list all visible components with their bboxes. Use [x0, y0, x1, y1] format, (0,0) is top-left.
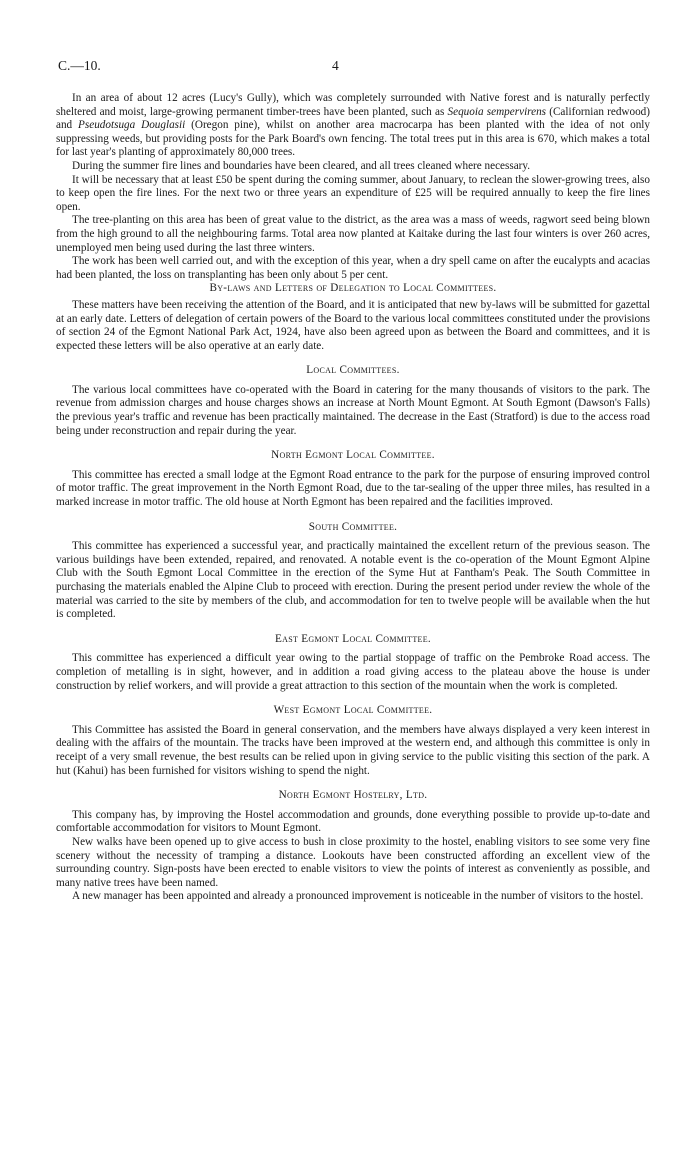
- section-heading: West Egmont Local Committee.: [273, 704, 433, 717]
- paragraph: [56, 652, 650, 693]
- paragraph: [56, 724, 650, 778]
- section-heading: Local Committees.: [306, 364, 400, 377]
- section-heading: North Egmont Local Committee.: [271, 449, 435, 462]
- paragraph: [56, 255, 650, 282]
- paragraph-text: This company has, by improving the Hostel accommodation and grounds, done everything possible to provide up-to-date and comfortable accommodation for visitors to Mount Egmont.: [56, 808, 650, 835]
- paragraph: [56, 809, 650, 836]
- paragraph-text: These matters have been receiving the attention of the Board, and it is anticipated that new by-laws will be submitted for gazettal at an early date. Letters of delegation of certain powers of the Board to the various local committees constituted under the provisions of section 24 of the Egmont National Park Act, 1924, have also been agreed upon as between the Board and committees, and it is expected these letters will be also operative at an early date.: [56, 298, 650, 352]
- species-name: Pseudotsuga Douglasii: [78, 119, 186, 132]
- paragraph-text: This committee has experienced a difficult year owing to the partial stoppage of traffic on the Pembroke Road access. The completion of metalling is in sight, however, and in addition a road giving access to the plateau above the house is under construction by relief workers, and will provide a great attraction to this section of the mountain when the work is completed.: [56, 652, 650, 692]
- paragraph-text: (Californian redwood) and: [56, 105, 651, 132]
- paragraph-text: During the summer fire lines and boundaries have been cleared, and all trees cleaned where necessary.: [72, 159, 531, 172]
- paragraph-text: (Oregon pine), whilst on another area macrocarpa has been planted with the idea of not only suppressing weeds, but providing posts for the Park Board's own fencing. The total trees put in this area is 670, which makes a total for last year's planting of approximately 80,000 trees.: [56, 119, 651, 159]
- page-number: 4: [332, 58, 339, 73]
- paragraph-text: This Committee has assisted the Board in general conservation, and the members have always displayed a very keen interest in dealing with the affairs of the mountain. The tracks have been improved at the western end, and although this committee is only in receipt of a very small revenue, the best results can be relied upon in giving service to the public visiting this section of the park. A hut (Kahui) has been furnished for visitors wishing to spend the night.: [56, 723, 650, 777]
- section-gap: [56, 438, 650, 446]
- section-heading: By-laws and Letters of Delegation to Local Committees.: [209, 282, 497, 295]
- paragraph-text: The various local committees have co-operated with the Board in catering for the many thousands of visitors to the park. The revenue from admission charges and house charges shows an increase at North Mount Egmont. At South Egmont (Dawson's Falls) the previous year's traffic and revenue has been practically maintained. The decrease in the East (Stratford) is due to the access road being under reconstruction and repair during the year.: [56, 383, 650, 437]
- section-gap: [56, 622, 650, 630]
- paragraph-text: A new manager has been appointed and already a pronounced improvement is noticeable in the number of visitors to the hostel.: [72, 890, 644, 903]
- paragraph: [56, 214, 650, 255]
- paragraph: [56, 299, 650, 353]
- paragraph: [56, 540, 650, 622]
- section-gap: [56, 510, 650, 518]
- running-header: [58, 59, 650, 75]
- paragraph-text: It will be necessary that at least £50 be spent during the coming summer, about January, to reclean the slower-growing trees, also to keep open the fire lines. For the next two or three years an expenditure of £25 will be required annually to keep the fire lines open.: [56, 173, 650, 213]
- paragraph: [56, 469, 650, 510]
- paragraph-text: The work has been well carried out, and with the exception of this year, when a dry spell came on after the eucalypts and acacias had been planted, the loss on transplanting has been only about 5 per cent.: [56, 255, 650, 281]
- paragraph: [56, 160, 650, 174]
- document-body: [56, 92, 650, 904]
- section-gap: [56, 778, 650, 786]
- section-gap: [56, 353, 650, 361]
- paragraph: [56, 836, 650, 890]
- paragraph-text: This committee has erected a small lodge at the Egmont Road entrance to the park for the purpose of ensuring improved control of motor traffic. The great improvement in the North Egmont Road, due to the tar-sealing of the upper three miles, has resulted in a marked increase in motor traffic. The old house at North Egmont has been repaired and the facilities improved.: [56, 468, 650, 509]
- document-reference: C.—10.: [58, 58, 101, 73]
- species-name: Sequoia sempervirens: [447, 105, 547, 118]
- section-heading: South Committee.: [308, 520, 398, 533]
- paragraph: [56, 384, 650, 438]
- paragraph: [56, 890, 650, 904]
- paragraph: [56, 174, 650, 215]
- section-gap: [56, 693, 650, 701]
- paragraph-text: The tree-planting on this area has been of great value to the district, as the area was a mass of weeds, ragwort seed being blown from the high ground to all the neighbouring farms. Total area now planted at Kaitake during the last four winters is over 260 acres, unemployed men being used during the last three winters.: [56, 214, 650, 254]
- paragraph: [56, 92, 650, 160]
- section-heading: East Egmont Local Committee.: [275, 632, 431, 645]
- section-heading: North Egmont Hostelry, Ltd.: [278, 789, 428, 802]
- paragraph-text: In an area of about 12 acres (Lucy's Gully), which was completely surrounded with Native forest and is naturally perfectly sheltered and moist, large-growing permanent timber-trees have been planted, such as: [56, 92, 650, 118]
- paragraph-text: New walks have been opened up to give access to bush in close proximity to the hostel, enabling visitors to see some very fine scenery without the necessity of tramping a distance. Lookouts have been constructed affording an excellent view of the surrounding country. Sign-posts have been erected to enable visitors to view the points of interest as conveniently as possible, and many native trees have been named.: [56, 835, 650, 889]
- paragraph-text: This committee has experienced a successful year, and practically maintained the excellent return of the previous season. The various buildings have been extended, repaired, and renovated. A notable event is the co-operation of the Mount Egmont Alpine Club with the South Egmont Local Committee in the erection of the Syme Hut at Fantham's Peak. The South Committee in purchasing the materials enabled the Alpine Club to proceed with erection. During the present period under review the whole of the material was carried to the site by members of the club, and accommodation for ten to twelve people will be available when the hut is completed.: [56, 540, 650, 621]
